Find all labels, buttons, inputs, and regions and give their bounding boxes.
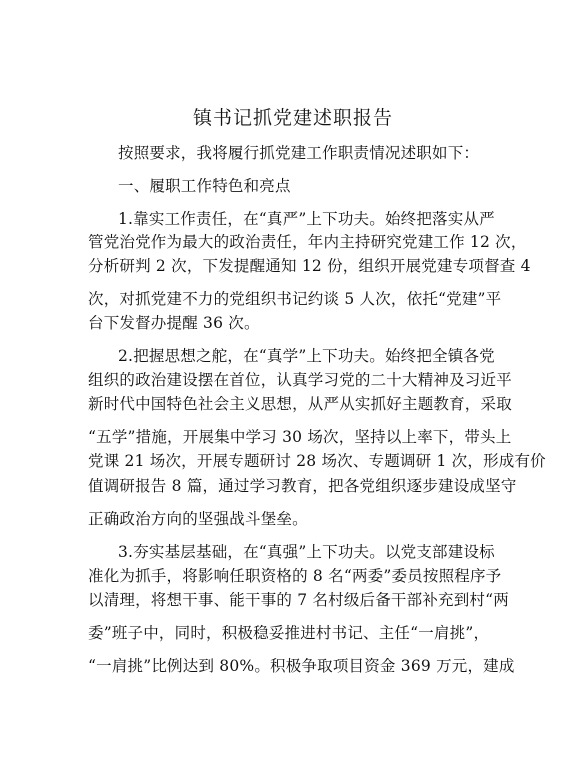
paragraph-line: “一肩挑”比例达到 80%。积极争取项目资金 369 万元，建成: [88, 657, 515, 675]
document-title: 镇书记抓党建述职报告: [192, 107, 393, 129]
paragraph-line: 管党治党作为最大的政治责任，年内主持研究党建工作 12 次，: [88, 233, 527, 251]
paragraph-line: 以清理，将想干事、能干事的 7 名村级后备干部补充到村“两: [88, 591, 509, 609]
section-heading: 一、履职工作特色和亮点: [118, 177, 291, 195]
paragraph-line: 3.夯实基层基础，在“真强”上下功夫。以党支部建设标: [118, 543, 495, 561]
paragraph-line: 台下发督办提醒 36 次。: [88, 314, 260, 332]
paragraph-line: 次，对抓党建不力的党组织书记约谈 5 人次，依托“党建”平: [88, 290, 502, 308]
paragraph-line: 分析研判 2 次，下发提醒通知 12 份，组织开展党建专项督查 4: [88, 257, 531, 275]
paragraph-line: 2.把握思想之舵，在“真学”上下功夫。始终把全镇各党: [118, 347, 495, 365]
paragraph-line: 委”班子中，同时，积极稳妥推进村书记、主任“一肩挑”，: [88, 624, 490, 642]
paragraph-line: 新时代中国特色社会主义思想，从严从实抓好主题教育，采取: [88, 395, 512, 413]
paragraph-line: 党课 21 场次，开展专题研讨 28 场次、专题调研 1 次，形成有价: [88, 452, 546, 470]
paragraph-line: 正确政治方向的坚强战斗堡垒。: [88, 510, 308, 528]
paragraph-line: 值调研报告 8 篇，通过学习教育，把各党组织逐步建设成坚守: [88, 477, 517, 495]
paragraph-line: 1.靠实工作责任，在“真严”上下功夫。始终把落实从严: [118, 210, 495, 228]
paragraph-line: 组织的政治建设摆在首位，认真学习党的二十大精神及习近平: [88, 371, 512, 389]
paragraph-line: “五学”措施，开展集中学习 30 场次，坚持以上率下，带头上: [88, 428, 512, 446]
intro-line: 按照要求，我将履行抓党建工作职责情况述职如下：: [118, 144, 480, 162]
paragraph-line: 准化为抓手，将影响任职资格的 8 名“两委”委员按照程序予: [88, 567, 502, 585]
